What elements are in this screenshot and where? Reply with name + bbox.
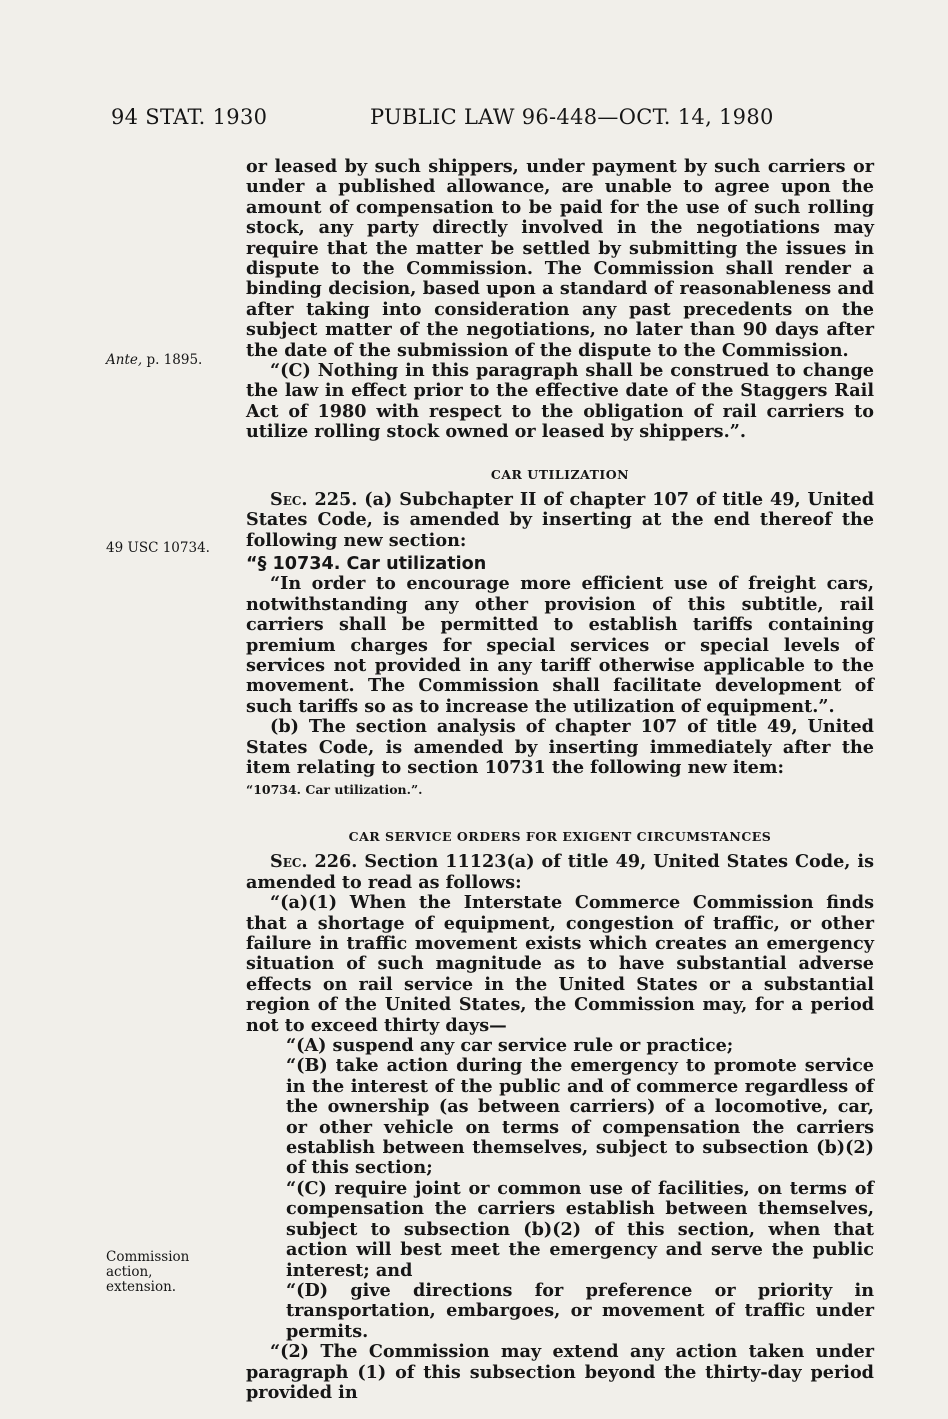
section-226 xyxy=(246,852,874,893)
clause-c: “(C) require joint or common use of facilities, on terms of compensation the carriers establish between themselves, subject to subsection (b)(2) of this section, when that action will best meet the emergency and serve the public interest; and xyxy=(286,1177,874,1281)
margin-note-ante-page: p. 1895. xyxy=(142,352,203,368)
margin-note-ante-italic: Ante, xyxy=(106,352,143,368)
paragraph-continuation: or leased by such shippers, under payment by such carriers or under a published allowance, are unable to agree upon the amount of compensation to be paid for the use of such rolling stock, any party directly involved in the negotiations may require that the matter be settled by submitting the issues in dispute to the Commission. The Commission shall render a binding decision, based upon a standard of reasonableness and after taking into consideration any past precedents on the subject matter of the negotiations, no later than 90 days after the date of the submission of the dispute to the Commission. xyxy=(246,156,874,361)
sec-label-225: Sec. xyxy=(270,488,308,510)
sec-226-text: 226. Section 11123(a) of title 49, United States Code, is amended to read as follows: xyxy=(246,851,874,893)
paragraph-a1: “(a)(1) When the Interstate Commerce Commission finds that a shortage of equipment, congestion of traffic, or other failure in traffic movement exists which creates an emergency situation of such magnitude as to have substantial adverse effects on rail service in the United States or a substantial region of the United States, the Commission may, for a period not to exceed thirty days— xyxy=(246,892,874,1036)
clause-a: “(A) suspend any car service rule or practice; xyxy=(286,1035,734,1057)
sec-225-text: 225. (a) Subchapter II of chapter 107 of title 49, United States Code, is amended by inserting at the end thereof the following new section: xyxy=(246,488,874,551)
running-title-header: PUBLIC LAW 96-448—OCT. 14, 1980 xyxy=(370,105,774,129)
heading-car-service-orders: CAR SERVICE ORDERS FOR EXIGENT CIRCUMSTANCES xyxy=(348,829,772,845)
section-225 xyxy=(246,490,874,551)
section-10734-heading: “§ 10734. Car utilization xyxy=(246,553,487,574)
new-item: “10734. Car utilization.”. xyxy=(246,782,423,798)
sec-label-226: Sec. xyxy=(270,851,308,873)
paragraph-car-utilization: “In order to encourage more efficient use of freight cars, notwithstanding any other provision of this subtitle, rail carriers shall be permitted to establish tariffs containing premium charges for special services or special levels of services not provided in any tariff otherwise applicable to the movement. The Commission shall facilitate development of such tariffs so as to increase the utilization of equipment.”. xyxy=(246,573,874,717)
margin-note-ante xyxy=(106,353,202,368)
body-text xyxy=(246,157,874,1403)
heading-car-utilization: CAR UTILIZATION xyxy=(490,466,630,482)
paragraph-b: (b) The section analysis of chapter 107 of title 49, United States Code, is amended by inserting immediately after the item relating to section 10731 the following new item: xyxy=(246,716,874,778)
margin-note-commission: Commission action, extension. xyxy=(106,1249,190,1295)
paragraph-2: “(2) The Commission may extend any action taken under paragraph (1) of this subsection beyond the thirty-day period provided in xyxy=(246,1341,874,1403)
paragraph-c: “(C) Nothing in this paragraph shall be construed to change the law in effect prior to the effective date of the Staggers Rail Act of 1980 with respect to the obligation of rail carriers to utilize rolling stock owned or leased by shippers.”. xyxy=(246,360,874,443)
clause-d: “(D) give directions for preference or priority in transportation, embargoes, or movement of traffic under permits. xyxy=(286,1279,874,1342)
margin-note-usc: 49 USC 10734. xyxy=(106,540,210,556)
clause-b: “(B) take action during the emergency to promote service in the interest of the public and of commerce regardless of the ownership (as between carriers) of a locomotive, car, or other vehicle on terms of compensation the carriers establish between themselves, subject to subsection (b)(2) of this section; xyxy=(286,1055,874,1179)
page-number-header: 94 STAT. 1930 xyxy=(111,105,268,129)
